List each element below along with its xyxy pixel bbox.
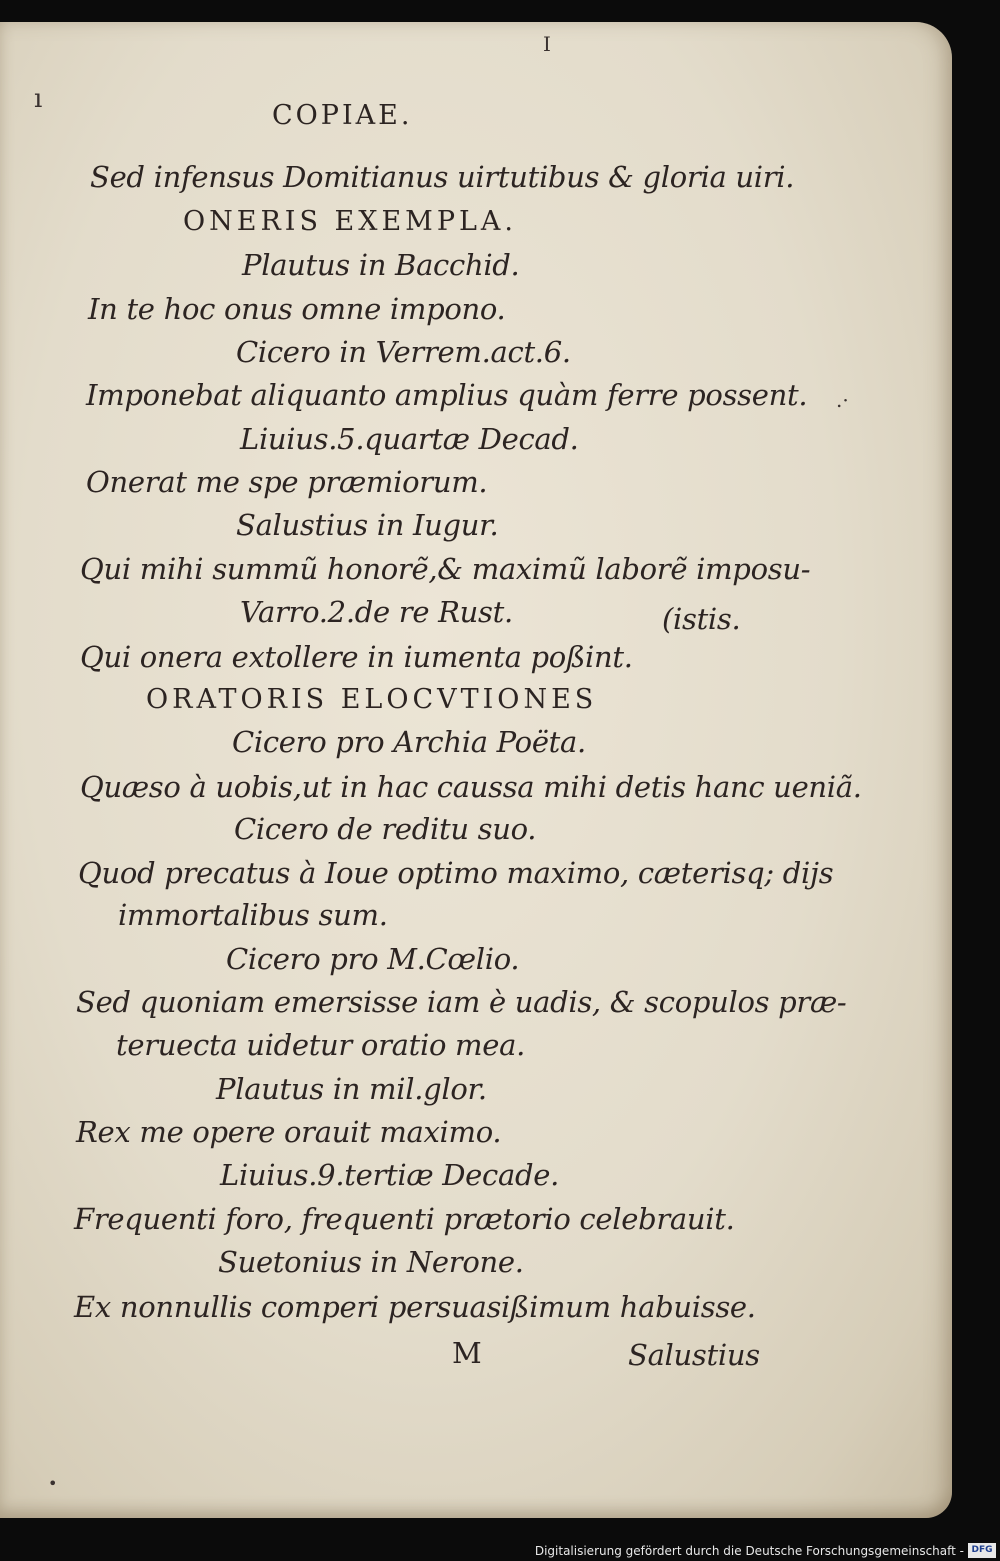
text-line: Sed quoniam emersisse iam è uadis, & scopulos præ- [76,985,847,1019]
citation-line: Cicero pro Archia Poëta. [232,725,586,759]
citation-line: Plautus in mil.glor. [216,1072,487,1106]
citation-line: Varro.2.de re Rust. [240,595,513,629]
catchword: Salustius [628,1338,760,1372]
citation-line: Suetonius in Nerone. [218,1245,524,1279]
citation-line: Liuius.9.tertiæ Decade. [220,1158,560,1192]
citation-line: Plautus in Bacchid. [242,248,520,282]
citation-line: Liuius.5.quartæ Decad. [240,422,579,456]
text-line: Quod precatus à Ioue optimo maximo, cæterisq; dijs [78,856,834,890]
text-line: Sed infensus Domitianus uirtutibus & gloria uiri. [90,160,795,194]
text-line: Rex me opere orauit maximo. [76,1115,502,1149]
citation-line: Cicero de reditu suo. [234,812,537,846]
citation-line: Salustius in Iugur. [236,508,499,542]
citation-line: Cicero pro M.Cœlio. [226,942,520,976]
dfg-logo: DFG [968,1543,996,1558]
text-line: Quæso à uobis,ut in hac caussa mihi detis hanc ueniã. [80,770,862,804]
text-line: Imponebat aliquanto amplius quàm ferre possent. [86,378,808,412]
text-line: Qui onera extollere in iumenta poßint. [80,640,633,674]
text-line: teruecta uidetur oratio mea. [116,1028,525,1062]
running-header: COPIAE. [272,100,413,131]
citation-line: Cicero in Verrem.act.6. [236,335,571,369]
section-heading: ONERIS EXEMPLA. [183,206,518,237]
text-line: Onerat me spe præmiorum. [86,465,488,499]
section-heading: ORATORIS ELOCVTIONES [146,684,598,715]
footer-credit: Digitalisierung gefördert durch die Deutsche Forschungsgemeinschaft - [534,1544,964,1558]
text-line: Qui mihi summũ honorẽ,& maximũ laborẽ imposu- [80,552,811,586]
text-line: Ex nonnullis comperi persuasißimum habuisse. [74,1290,756,1324]
text-line: immortalibus sum. [118,898,388,932]
ink-speck: • [48,1474,58,1493]
margin-mark: ı [34,84,43,114]
text-line: In te hoc onus omne impono. [88,292,506,326]
signature-mark: M [452,1336,482,1370]
text-line: Frequenti foro, frequenti prætorio celebrauit. [74,1202,735,1236]
text-line-continuation: (istis. [662,602,741,636]
ink-speck: .· [836,388,849,412]
folio-mark: I [543,32,551,56]
